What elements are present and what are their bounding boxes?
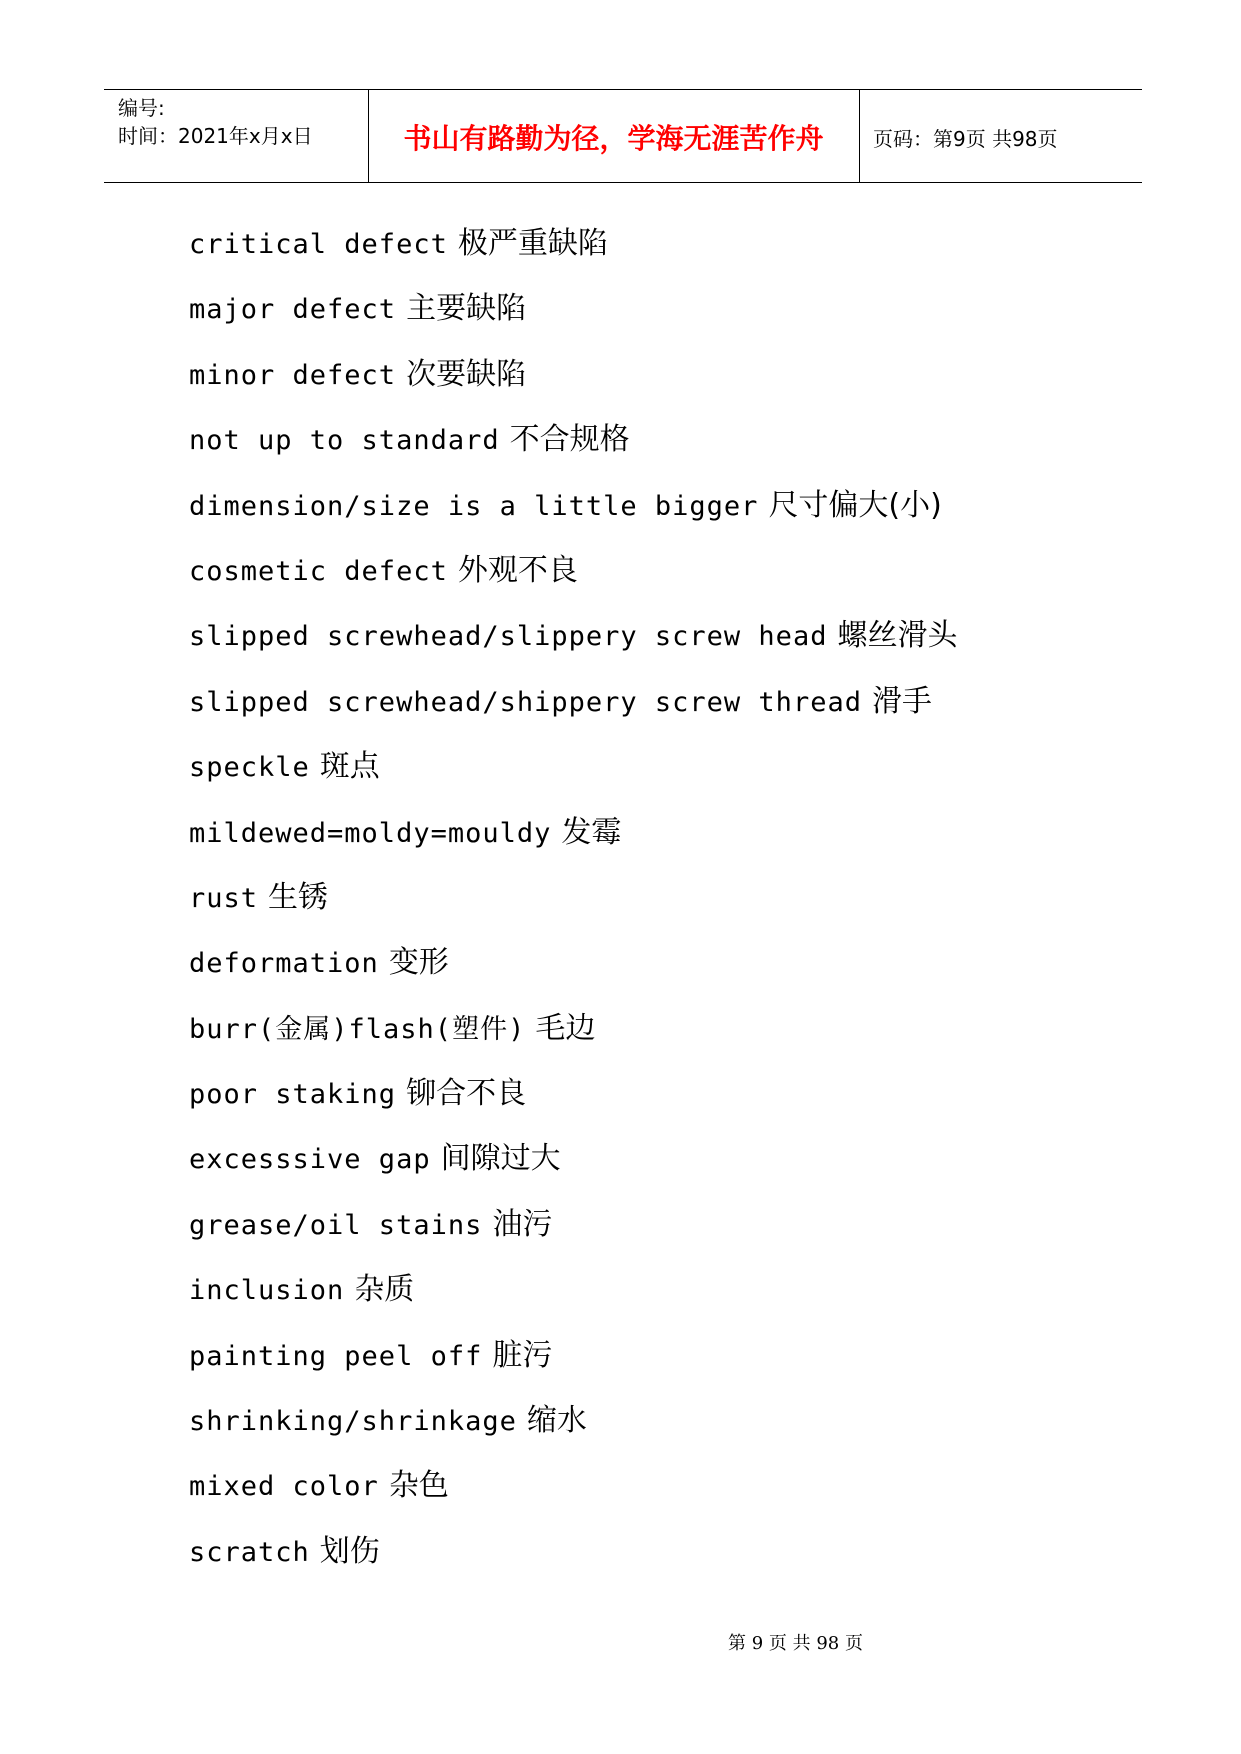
term-english: deformation bbox=[189, 948, 379, 980]
term-english: burr(金属)flash(塑件) bbox=[189, 1013, 526, 1045]
list-item bbox=[189, 745, 957, 810]
list-item bbox=[189, 549, 957, 614]
list-item bbox=[189, 353, 957, 418]
term-english: scratch bbox=[189, 1536, 310, 1568]
term-chinese: 划伤 bbox=[319, 1533, 380, 1569]
header-page-code: 页码：第9页 共98页 bbox=[873, 126, 1058, 151]
list-item bbox=[189, 811, 957, 876]
list-item bbox=[189, 484, 957, 549]
term-chinese: 毛边 bbox=[535, 1010, 596, 1046]
list-item bbox=[189, 1203, 957, 1268]
term-chinese: 发霉 bbox=[561, 814, 622, 850]
list-item bbox=[189, 222, 957, 287]
header-motto: 书山有路勤为径，学海无涯苦作舟 bbox=[403, 122, 824, 155]
term-english: dimension/size is a little bigger bbox=[189, 490, 759, 522]
term-chinese: 杂质 bbox=[354, 1272, 415, 1308]
term-english: mildewed=moldy=mouldy bbox=[189, 817, 552, 849]
term-chinese: 铆合不良 bbox=[406, 1076, 527, 1112]
term-english: major defect bbox=[189, 294, 397, 326]
term-english: minor defect bbox=[189, 359, 397, 391]
term-english: mixed color bbox=[189, 1471, 379, 1503]
term-chinese: 螺丝滑头 bbox=[837, 618, 958, 654]
list-item bbox=[189, 1007, 957, 1072]
header-meta bbox=[118, 94, 313, 150]
term-chinese: 生锈 bbox=[268, 879, 329, 915]
glossary-list bbox=[189, 222, 957, 1595]
document-header bbox=[104, 89, 1142, 183]
term-chinese: 间隙过大 bbox=[440, 1141, 561, 1177]
term-english: speckle bbox=[189, 752, 310, 784]
list-item bbox=[189, 418, 957, 483]
term-chinese: 油污 bbox=[492, 1206, 553, 1242]
term-english: rust bbox=[189, 882, 259, 914]
list-item bbox=[189, 1334, 957, 1399]
serial-number-label: 编号: bbox=[118, 96, 165, 120]
header-divider bbox=[859, 90, 860, 182]
term-chinese: 脏污 bbox=[492, 1337, 553, 1373]
list-item bbox=[189, 1268, 957, 1333]
term-chinese: 主要缺陷 bbox=[406, 291, 527, 327]
term-english: excesssive gap bbox=[189, 1144, 431, 1176]
term-chinese: 极严重缺陷 bbox=[457, 226, 608, 261]
term-chinese: 尺寸偏大(小) bbox=[768, 487, 942, 523]
list-item bbox=[189, 1072, 957, 1137]
term-english: shrinking/shrinkage bbox=[189, 1406, 517, 1438]
list-item bbox=[189, 876, 957, 941]
term-chinese: 不合规格 bbox=[509, 422, 630, 458]
list-item bbox=[189, 1530, 957, 1595]
list-item bbox=[189, 1137, 957, 1202]
date-label: 时间：2021年x月x日 bbox=[118, 124, 313, 148]
list-item bbox=[189, 1399, 957, 1464]
term-english: poor staking bbox=[189, 1079, 397, 1111]
list-item bbox=[189, 287, 957, 352]
term-chinese: 变形 bbox=[388, 945, 449, 981]
list-item bbox=[189, 680, 957, 745]
term-english: critical defect bbox=[189, 229, 448, 260]
term-chinese: 滑手 bbox=[871, 683, 932, 719]
term-english: not up to standard bbox=[189, 425, 500, 457]
list-item bbox=[189, 941, 957, 1006]
term-english: inclusion bbox=[189, 1275, 345, 1307]
list-item bbox=[189, 1464, 957, 1529]
term-chinese: 缩水 bbox=[526, 1403, 587, 1439]
term-english: slipped screwhead/slippery screw head bbox=[189, 621, 828, 653]
list-item bbox=[189, 614, 957, 679]
term-english: painting peel off bbox=[189, 1340, 483, 1372]
term-english: grease/oil stains bbox=[189, 1209, 483, 1241]
term-english: cosmetic defect bbox=[189, 555, 448, 587]
term-chinese: 外观不良 bbox=[457, 552, 578, 588]
term-chinese: 杂色 bbox=[388, 1468, 449, 1504]
term-chinese: 次要缺陷 bbox=[406, 356, 527, 392]
page-footer: 第 9 页 共 98 页 bbox=[728, 1633, 863, 1654]
term-chinese: 斑点 bbox=[319, 749, 380, 785]
term-english: slipped screwhead/shippery screw thread bbox=[189, 686, 862, 718]
